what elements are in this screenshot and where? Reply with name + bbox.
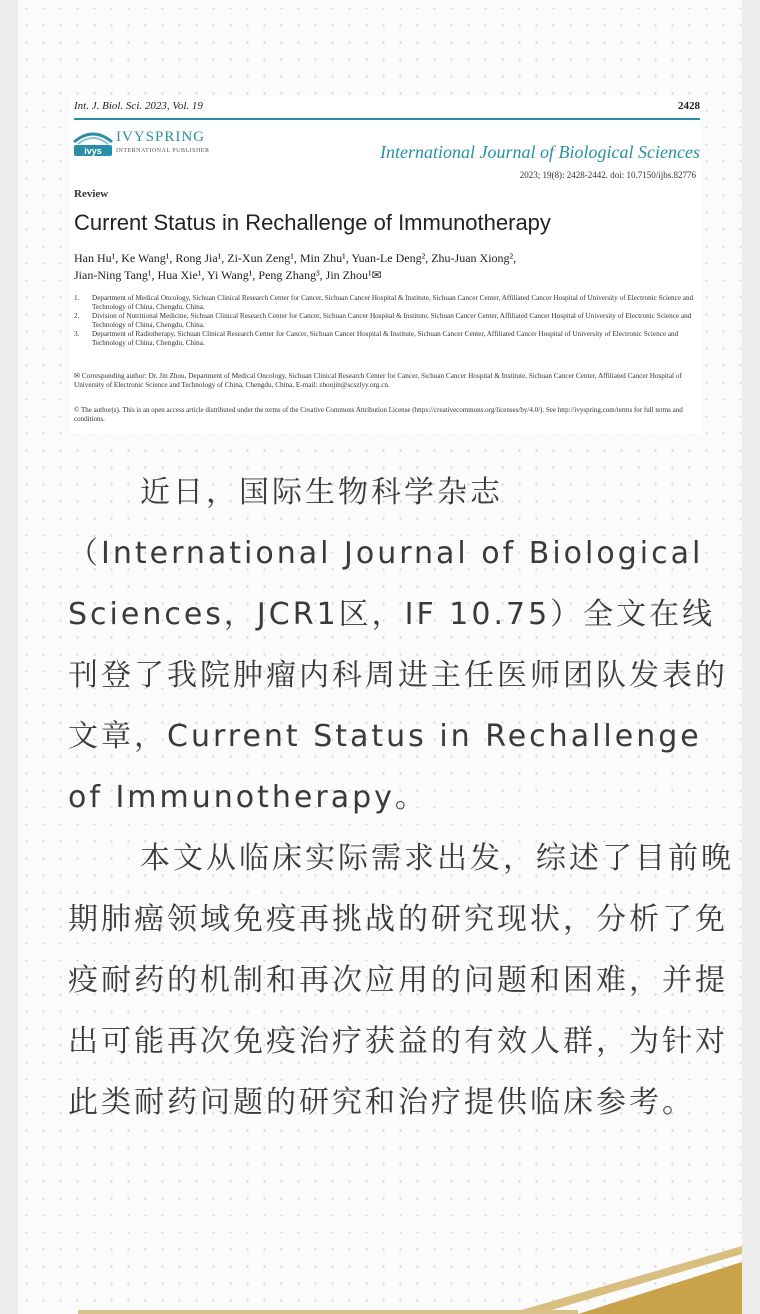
- corresponding-author: ✉ Corresponding author: Dr. Jin Zhou, Department of Medical Oncology, Sichuan Clinical Research Center for Cancer, Sichuan Cancer Hospital & Institute, Sichuan Cancer Center, Affiliated Cancer Hospital of University of Electronic Science and Technology of China, Chengdu, China, E-mail: zhoujin@scszlyy.org.cn.: [74, 372, 682, 389]
- journal-name: International Journal of Biological Sciences: [380, 142, 700, 162]
- license-notice: © The author(s). This is an open access article distributed under the terms of the Creative Commons Attribution License (https://creativecommons.org/licenses/by/4.0/). See http://ivyspring.com/terms for full terms and conditions.: [74, 406, 683, 423]
- affiliation-text: Department of Medical Oncology, Sichuan Clinical Research Center for Cancer, Sichuan Cancer Hospital & Institute, Sichuan Cancer Center, Affiliated Cancer Hospital of University of Electronic Science and Technology of China, Chengdu, China.: [92, 294, 694, 311]
- paper-snapshot: [70, 96, 702, 434]
- publisher-subtitle: INTERNATIONAL PUBLISHER: [116, 148, 210, 154]
- affiliations: [74, 294, 694, 348]
- gold-corner-decoration: [18, 1220, 742, 1314]
- paper-running-header: [74, 100, 700, 118]
- paper-title: Current Status in Rechallenge of Immunotherapy: [74, 210, 551, 235]
- article-page: [18, 0, 742, 1314]
- journal-short-title: Int. J. Biol. Sci. 2023, Vol. 19: [74, 100, 203, 112]
- authors-line: Jian-Ning Tang¹, Hua Xie¹, Yi Wang¹, Peng Zhang³, Jin Zhou¹✉: [74, 268, 382, 282]
- ivyspring-logo-icon: [72, 128, 114, 158]
- affiliation-text: Division of Nutritional Medicine, Sichuan Clinical Research Center for Cancer, Sichuan Cancer Hospital & Institute, Sichuan Cancer Center, Affiliated Cancer Hospital of University of Electronic Science and Technology of China, Chengdu, China.: [92, 312, 692, 329]
- article-type: Review: [74, 188, 109, 200]
- header-rule: [74, 118, 700, 120]
- citation: 2023; 19(8): 2428-2442. doi: 10.7150/ijbs.82776: [519, 170, 696, 180]
- publisher-logo: [72, 128, 232, 160]
- affiliation-number: 2.: [74, 312, 80, 320]
- affiliation-text: Department of Radiotherapy, Sichuan Clinical Research Center for Cancer, Sichuan Cancer Hospital & Institute, Sichuan Cancer Center, Affiliated Cancer Hospital of University of Electronic Science and Technology of China, Chengdu, China.: [92, 330, 679, 347]
- page-number: 2428: [678, 100, 700, 112]
- body-paragraph: 近日，国际生物科学杂志（International Journal of Biological Sciences，JCR1区，IF 10.75）全文在线刊登了我院肿瘤内科周进主任医师团队发表的文章，Current Status in Rechallenge of Immunotherapy。: [68, 475, 728, 815]
- article-body: [68, 462, 734, 1133]
- affiliation-item: [74, 330, 694, 348]
- authors-line: Han Hu¹, Ke Wang¹, Rong Jia¹, Zi-Xun Zeng¹, Min Zhu¹, Yuan-Le Deng², Zhu-Juan Xiong²,: [74, 251, 517, 265]
- affiliation-number: 3.: [74, 330, 80, 338]
- svg-text:ivys: ivys: [84, 146, 102, 156]
- publisher-name: IVYSPRING: [116, 129, 206, 145]
- affiliation-item: [74, 312, 694, 330]
- affiliation-item: [74, 294, 694, 312]
- author-list: [74, 250, 694, 284]
- affiliation-number: 1.: [74, 294, 80, 302]
- body-paragraph: 本文从临床实际需求出发，综述了目前晚期肺癌领域免疫再挑战的研究现状，分析了免疫耐药的机制和再次应用的问题和困难，并提出可能再次免疫治疗获益的有效人群，为针对此类耐药问题的研究和治疗提供临床参考。: [68, 841, 734, 1120]
